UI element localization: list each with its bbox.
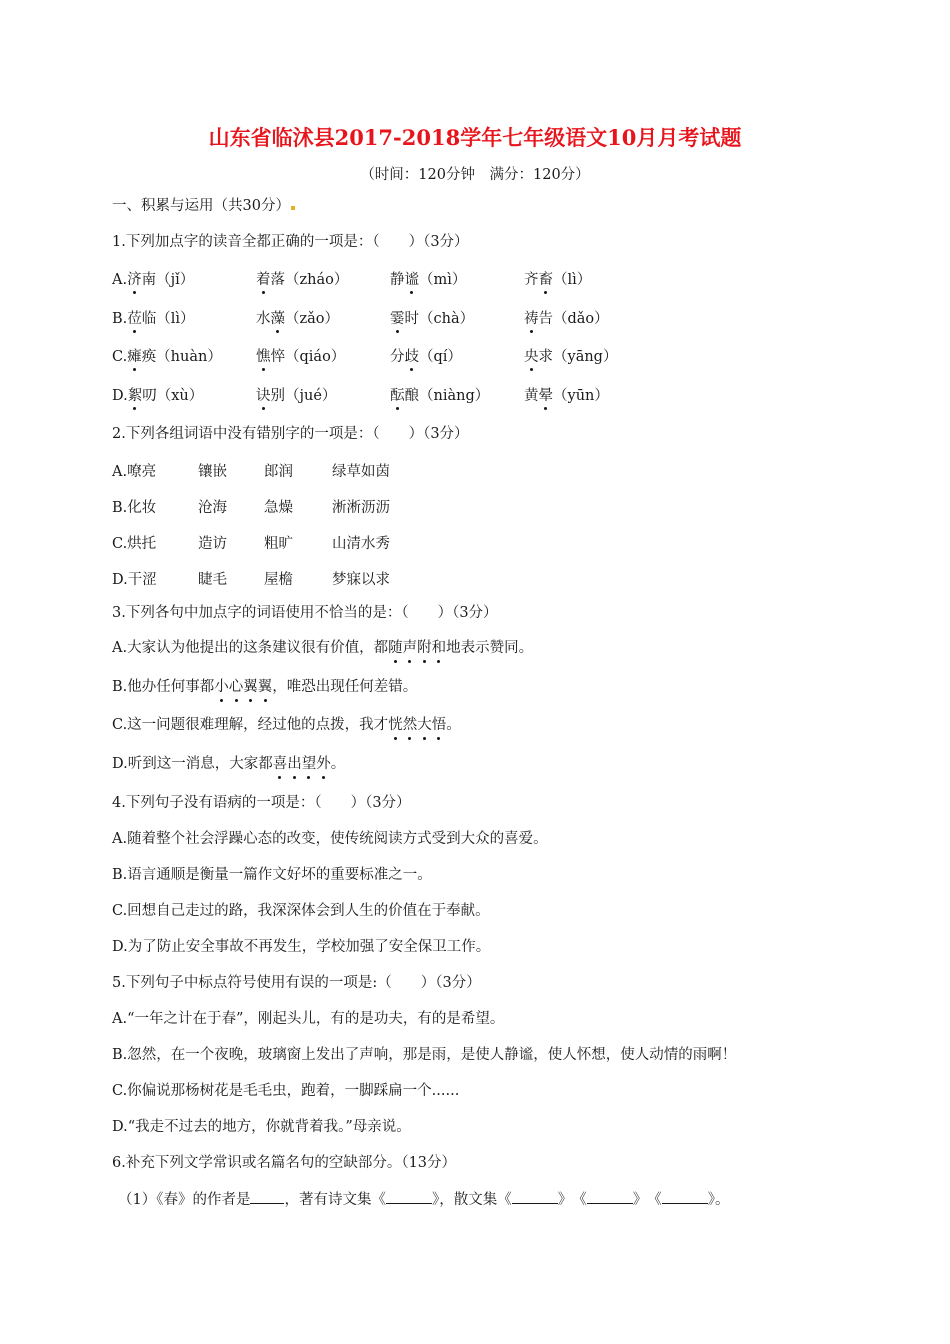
emphasis-char: 晕: [539, 384, 554, 405]
emphasis-char: 出: [287, 756, 302, 772]
q6-sub1-text-c: 》，散文集《: [431, 1192, 512, 1208]
q3-c-post: 。: [446, 717, 461, 733]
section-heading-text: 一、积累与运用（共30分）: [112, 198, 290, 214]
item-text: 临（lì）: [141, 311, 195, 327]
q6-sub1-text-f: 》。: [707, 1192, 730, 1208]
answer-blank[interactable]: [512, 1189, 558, 1204]
q2-word: C.烘托: [112, 536, 157, 552]
q3-option-b: [112, 677, 417, 697]
emphasis-char: 喜: [272, 756, 288, 772]
item-text: 痪（huàn）: [141, 349, 222, 365]
emphasis-char: 憔: [256, 345, 271, 366]
q6-sub1-text-b: ，著有诗文集《: [284, 1192, 386, 1208]
item-text: 别（jué）: [270, 388, 337, 404]
option-label: A.: [112, 272, 128, 288]
emphasis-char: 央: [524, 345, 539, 366]
q6-sub1-text-e: 》 《: [632, 1192, 662, 1208]
emphasis-char: 翼: [257, 679, 273, 695]
q1-option-item: [256, 384, 336, 405]
q1-option-item: [256, 307, 339, 328]
q2-word: 屋檐: [264, 572, 293, 588]
q2-word: 镶嵌: [198, 464, 227, 480]
item-text: 悴（qiáo）: [270, 349, 346, 365]
q4-stem: 4.下列句子没有语病的一项是：（ ）（3分）: [112, 795, 411, 811]
q3-option-d: [112, 754, 345, 774]
q3-a-pre: A.大家认为他提出的这条建议很有价值，都: [112, 640, 389, 656]
item-text: 求（yāng）: [538, 349, 618, 365]
emphasis-char: 祷: [524, 307, 539, 328]
q1-option-item: [390, 307, 474, 328]
q3-d-pre: D.听到这一消息，大家都: [112, 756, 273, 772]
emphasis-char: 谧: [405, 268, 420, 289]
emphasis-char: 悟: [431, 717, 447, 733]
q1-option-item: [112, 307, 195, 328]
answer-blank[interactable]: [250, 1189, 284, 1204]
q4-option-d: D.为了防止安全事故不再发生，学校加强了安全保卫工作。: [112, 939, 491, 955]
q3-a-post: 地表示赞同。: [446, 640, 534, 656]
q2-word: 沧海: [198, 500, 227, 516]
emphasis-char: 絮: [128, 384, 143, 405]
item-text: 黄: [524, 388, 539, 404]
emphasis-char: 藻: [271, 307, 286, 328]
item-text: 酿（niàng）: [404, 388, 490, 404]
q2-word: 粗旷: [264, 536, 293, 552]
q2-word: 绿草如茵: [332, 464, 390, 480]
emphasis-char: 和: [431, 640, 447, 656]
emphasis-char: 心: [228, 679, 244, 695]
item-text: 水: [256, 311, 271, 327]
q6-sub1-text-a: （1）《春》的作者是: [118, 1192, 251, 1208]
item-text: 分: [390, 349, 405, 365]
q2-word: B.化妆: [112, 500, 157, 516]
emphasis-char: 济: [127, 268, 142, 289]
option-label: C.: [112, 349, 128, 365]
q4-option-c: C.回想自己走过的路，我深深体会到人生的价值在于奉献。: [112, 903, 490, 919]
q1-option-item: [524, 307, 609, 328]
q4-option-a: A.随着整个社会浮躁心态的改变，使传统阅读方式受到大众的喜爱。: [112, 831, 548, 847]
answer-blank[interactable]: [386, 1189, 432, 1204]
q5-option-c: C.你偏说那杨树花是毛毛虫，跑着，一脚踩扁一个......: [112, 1083, 460, 1099]
q3-option-c: [112, 715, 461, 735]
q3-b-pre: B.他办任何事都: [112, 679, 215, 695]
q1-option-item: [390, 384, 489, 405]
emphasis-char: 诀: [256, 384, 271, 405]
q3-c-pre: C.这一问题很难理解，经过他的点拨，我才: [112, 717, 389, 733]
q6-sub1-text-d: 》 《: [557, 1192, 587, 1208]
q2-word: 郎润: [264, 464, 293, 480]
emphasis-char: 歧: [405, 345, 420, 366]
q2-word: 睫毛: [198, 572, 227, 588]
q6-sub1: [118, 1189, 729, 1210]
item-text: （mì）: [419, 272, 467, 288]
q3-d-post: 。: [330, 756, 346, 772]
emphasis-char: 望: [301, 756, 317, 772]
emphasis-char: 附: [417, 640, 432, 656]
q2-stem: 2.下列各组词语中没有错别字的一项是：（ ）（3分）: [112, 426, 469, 442]
q3-a-dotted: [388, 640, 446, 656]
q1-option-item: [390, 268, 466, 289]
q6-stem: 6.补充下列文学常识或名篇名句的空缺部分。（13分）: [112, 1155, 457, 1171]
q2-word: 淅淅沥沥: [332, 500, 390, 516]
q1-option-item: [524, 384, 609, 405]
q3-option-a: [112, 638, 533, 658]
q2-word: 梦寐以求: [332, 572, 390, 588]
item-text: 叨（xù）: [142, 388, 204, 404]
emphasis-char: 恍: [388, 717, 403, 733]
emphasis-char: 然: [402, 717, 418, 733]
item-text: 静: [390, 272, 405, 288]
item-text: （yūn）: [553, 388, 609, 404]
q5-option-d: D.“我走不过去的地方，你就背着我。”母亲说。: [112, 1119, 411, 1135]
q1-option-item: [524, 268, 591, 289]
q2-word: 造访: [198, 536, 227, 552]
q4-option-b: B.语言通顺是衡量一篇作文好坏的重要标准之一。: [112, 867, 432, 883]
item-text: 落（zháo）: [270, 272, 349, 288]
q1-stem: 1.下列加点字的读音全都正确的一项是：（ ）（3分）: [112, 234, 469, 250]
item-text: （zǎo）: [285, 311, 340, 327]
option-label: D.: [112, 388, 128, 404]
q5-stem: 5.下列句子中标点符号使用有误的一项是:（ ）（3分）: [112, 975, 481, 991]
exam-subtitle: （时间：120分钟 满分：120分）: [360, 167, 590, 183]
emphasis-char: 随: [388, 640, 403, 656]
q2-word: 急燥: [264, 500, 293, 516]
emphasis-char: 大: [417, 717, 432, 733]
highlight-mark: [291, 206, 295, 210]
q1-option-item: [112, 345, 222, 366]
item-text: 齐: [524, 272, 539, 288]
emphasis-char: 瘫: [127, 345, 142, 366]
emphasis-char: 着: [256, 268, 271, 289]
q2-word: 山清水秀: [332, 536, 390, 552]
item-text: （lì）: [553, 272, 592, 288]
answer-blank[interactable]: [662, 1189, 708, 1204]
emphasis-char: 莅: [127, 307, 142, 328]
option-label: B.: [112, 311, 128, 327]
section-heading: [112, 196, 296, 216]
answer-blank[interactable]: [587, 1189, 633, 1204]
q1-option-item: [256, 268, 348, 289]
emphasis-char: 霎: [390, 307, 405, 328]
emphasis-char: 小: [214, 679, 229, 695]
q3-b-post: ，唯恐出现任何差错。: [272, 679, 418, 695]
q3-c-dotted: [388, 717, 446, 733]
q5-option-b: B.忽然，在一个夜晚，玻璃窗上发出了声响，那是雨，是使人静谧，使人怀想，使人动情的雨啊！: [112, 1047, 737, 1063]
q1-option-item: [256, 345, 345, 366]
emphasis-char: 声: [402, 640, 418, 656]
q1-option-item: [112, 268, 194, 289]
emphasis-char: 外: [316, 756, 331, 772]
q2-word: A.嘹亮: [112, 464, 157, 480]
emphasis-char: 畜: [539, 268, 554, 289]
item-text: 南（jǐ）: [141, 272, 195, 288]
q3-d-dotted: [273, 756, 331, 772]
item-text: 告（dǎo）: [538, 311, 609, 327]
q2-word: D.干涩: [112, 572, 157, 588]
item-text: 时（chà）: [404, 311, 475, 327]
page-title: 山东省临沭县2017-2018学年七年级语文10月月考试题: [208, 125, 742, 150]
q5-option-a: A.“一年之计在于春”，刚起头儿，有的是功夫，有的是希望。: [112, 1011, 505, 1027]
emphasis-char: 酝: [390, 384, 405, 405]
q1-option-item: [112, 384, 203, 405]
item-text: （qí）: [419, 349, 462, 365]
q1-option-item: [524, 345, 617, 366]
q3-b-dotted: [214, 679, 272, 695]
q3-stem: 3.下列各句中加点字的词语使用不恰当的是：（ ）（3分）: [112, 605, 498, 621]
emphasis-char: 翼: [243, 679, 258, 695]
q1-option-item: [390, 345, 462, 366]
